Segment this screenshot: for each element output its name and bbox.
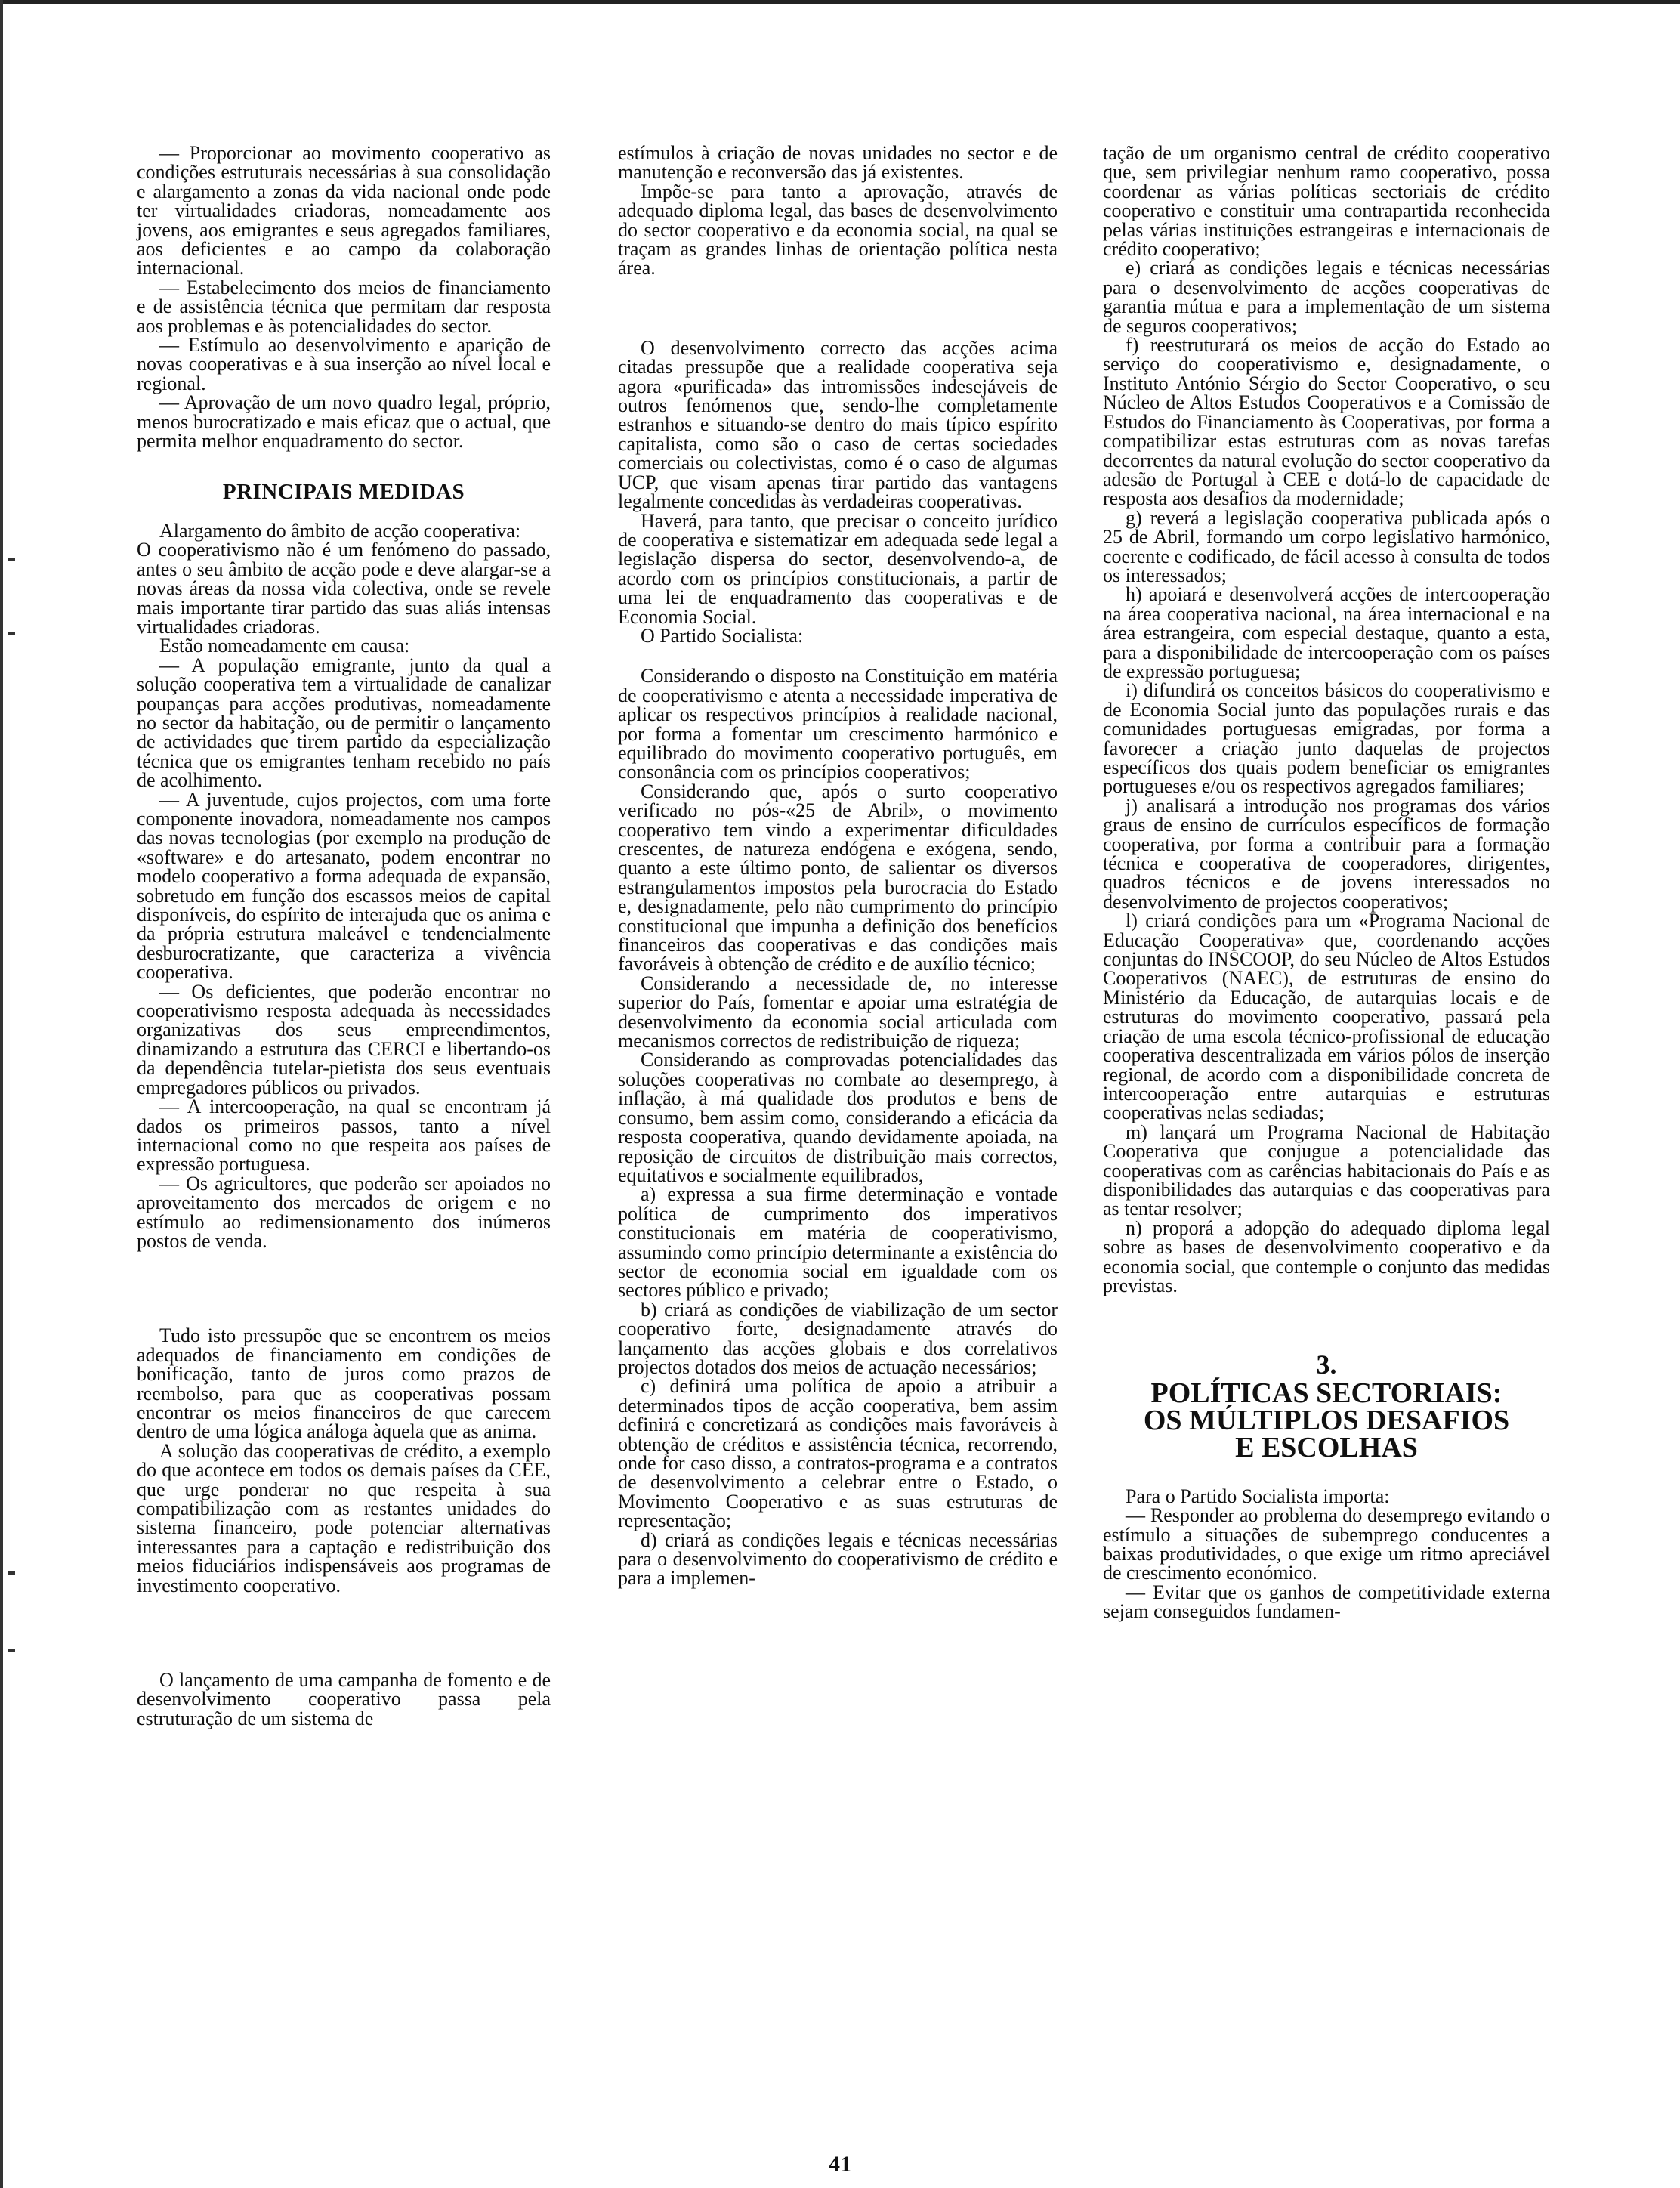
paragraph: d) criará as condições legais e técnicas necessárias para o desenvolvimento do cooperativismo de crédito e para a implemen-: [618, 1528, 1058, 1590]
section-title-line: OS MÚLTIPLOS DESAFIOS: [1143, 1404, 1510, 1436]
paragraph: — Os deficientes, que poderão encontrar no cooperativismo resposta adequada às necessidades organizativas dos seus empreendimentos, dinamizando a estrutura das CERCI e libertando-os da dependência tutelar-pietista dos seus eventuais empregadores públicos ou privados.: [137, 980, 551, 1099]
paragraph: — Evitar que os ganhos de competitividade externa sejam conseguidos fundamen-: [1103, 1581, 1550, 1623]
paragraph: — Responder ao problema do desemprego evitando o estímulo a situações de subemprego conducentes a baixas produtividades, o que exige um ritmo apreciável de crescimento económico.: [1103, 1504, 1550, 1584]
paragraph: m) lançará um Programa Nacional de Habitação Cooperativa que conjugue a potencialidade das cooperativas com as carências habitacionais do País e as disponibilidades das autarquias e das cooperativas para as tentar resolver;: [1103, 1120, 1550, 1220]
paragraph: O cooperativismo não é um fenómeno do passado, antes o seu âmbito de acção pode e deve alargar-se a novas áreas da nossa vida colectiva, onde se revele mais importante tirar partido das suas aliás intensas virtualidades criadoras.: [137, 539, 551, 638]
paragraph: Considerando a necessidade de, no interesse superior do País, fomentar e apoiar uma estratégia de desenvolvimento da economia social articulada com mecanismos correctos de redistribuição de riqueza;: [618, 972, 1058, 1052]
paragraph: l) criará condições para um «Programa Nacional de Educação Cooperativa» que, coordenando acções conjuntas do INSCOOP, do seu Núcleo de Altos Estudos Cooperativos (NAEC), de estruturas de ensino do Ministério da Educação, de autarquias locais e de estruturas do movimento cooperativo, passará pela criação de uma escola técnico-profissional de educação cooperativa descentralizada em vários pólos de inserção regional, de acordo com a disponibilidade concreta de intercooperação entre autarquias e estruturas cooperativas nelas sediadas;: [1103, 910, 1550, 1124]
paragraph: a) expressa a sua firme determinação e vontade política de cumprimento dos imperativos constitucionais em matéria de cooperativismo, assumindo como princípio determinante a existência do sector de economia social em igualdade com os sectores público e privado;: [618, 1183, 1058, 1302]
paragraph: i) difundirá os conceitos básicos do cooperativismo e de Economia Social junto das populações rurais e das comunidades portuguesas emigradas, por forma a favorecer a criação junto daquelas de projectos específicos dos quais podem beneficiar os emigrantes portugueses e/ou os respectivos agregados familiares;: [1103, 679, 1550, 798]
paragraph: f) reestruturará os meios de acção do Estado ao serviço do cooperativismo e, designadamente, o Instituto António Sérgio do Sector Cooperativo, o seu Núcleo de Altos Estudos Cooperativos e a Comissão de Estudos do Financiamento às Cooperativas, por forma a compatibilizar estas estruturas com as novas tarefas decorrentes da natural evolução do sector cooperativo da adesão de Portugal à CEE e dotá-lo de capacidade de resposta aos desafios da modernidade;: [1103, 334, 1550, 510]
paragraph: — Estabelecimento dos meios de financiamento e de assistência técnica que permitam dar resposta aos problemas e às potencialidades do sector.: [137, 276, 551, 337]
paragraph: Considerando o disposto na Constituição em matéria de cooperativismo e atenta a necessidade imperativa de aplicar os respectivos princípios à realidade nacional, por forma a fomentar um crescimento harmónico e equilibrado do movimento cooperativo português, em consonância com os princípios cooperativos;: [618, 665, 1058, 783]
paragraph: A solução das cooperativas de crédito, a exemplo do que acontece em todos os demais países da CEE, que urge ponderar no que respeita à sua compatibilização com as restantes unidades do sistema financeiro, pode potenciar alternativas interessantes para a captação e redistribuição dos meios fiduciários indispensáveis aos programas de investimento cooperativo.: [137, 1439, 551, 1596]
paragraph: — Proporcionar ao movimento cooperativo as condições estruturais necessárias à sua consolidação e alargamento a zonas da vida nacional onde pode ter virtualidades criadoras, nomeadamente aos jovens, aos emigrantes e seus agregados familiares, aos deficientes e ao campo da colaboração internacional.: [137, 142, 551, 280]
section-title-line: POLÍTICAS SECTORIAIS:: [1150, 1377, 1502, 1409]
column-1: [137, 144, 551, 1728]
section-title-line: E ESCOLHAS: [1235, 1431, 1418, 1463]
paragraph: — A juventude, cujos projectos, com uma forte componente inovadora, nomeadamente nos campos das novas tecnologias (por exemplo na produção de «software» e do artesanato, podem encontrar no modelo cooperativo a forma adequada de expansão, sobretudo em função dos escassos meios de capital disponíveis, do espírito de interajuda que os anima e da própria estrutura maleável e tendencialmente desburocratizante, que caracteriza a vivência cooperativa.: [137, 788, 551, 984]
paragraph: Haverá, para tanto, que precisar o conceito jurídico de cooperativa e sistematizar em adequada sede legal a legislação dispersa do sector, desenvolvendo-a, de acordo com os princípios constitucionais, a partir de uma lei de enquadramento das cooperativas e de Economia Social.: [618, 509, 1058, 628]
paragraph: O Partido Socialista:: [641, 624, 804, 647]
paragraph: — Aprovação de um novo quadro legal, próprio, menos burocratizado e mais eficaz que o actual, que permita melhor enquadramento do sector.: [137, 391, 551, 453]
paragraph: — Os agricultores, que poderão ser apoiados no aproveitamento dos mercados de origem e no estímulo ao redimensionamento dos inúmeros postos de venda.: [137, 1172, 551, 1252]
page-number: 41: [829, 2152, 851, 2177]
paragraph: n) proporá a adopção do adequado diploma legal sobre as bases de desenvolvimento cooperativo e da economia social, que contemple o conjunto das medidas previstas.: [1103, 1216, 1550, 1296]
margin-mark: [8, 632, 15, 635]
paragraph: h) apoiará e desenvolverá acções de intercooperação na área cooperativa nacional, na área internacional e na área estrangeira, com especial destaque, quanto a esta, para a disponibilidade de intercooperação com os países de expressão portuguesa;: [1103, 583, 1550, 682]
paragraph: b) criará as condições de viabilização de um sector cooperativo forte, designadamente através do lançamento das acções globais e dos correlativos projectos dotados dos meios de actuação necessários;: [618, 1298, 1058, 1378]
paragraph: Tudo isto pressupõe que se encontrem os meios adequados de financiamento em condições de bonificação, tanto de juros como prazos de reembolso, para que as cooperativas possam encontrar os meios financeiros de que carecem dentro de uma lógica análoga àquela que as anima.: [137, 1324, 551, 1443]
paragraph: — A intercooperação, na qual se encontram já dados os primeiros passos, tanto a nível internacional como no que respeita aos países de expressão portuguesa.: [137, 1096, 551, 1176]
paragraph: Considerando que, após o surto cooperativo verificado no pós-«25 de Abril», o movimento cooperativo tem vindo a experimentar dificuldades crescentes, de natureza endógena e exógena, sendo, quanto a este último ponto, de salientar os diversos estrangulamentos impostos pela burocracia do Estado e, designadamente, pelo não cumprimento do princípio constitucional que impunha a definição dos benefícios financeiros das cooperativas e das condições mais favoráveis à obtenção de crédito e de auxílio técnico;: [618, 780, 1058, 975]
paragraph: Estão nomeadamente em causa:: [159, 635, 410, 657]
margin-mark: [8, 1571, 15, 1575]
paragraph: tação de um organismo central de crédito cooperativo que, sem privilegiar nenhum ramo cooperativo, possa coordenar as várias políticas sectoriais de crédito cooperativo e constituir uma contrapartida reconhecida pelas várias instituições estrangeiras e internacionais de crédito cooperativo;: [1103, 142, 1550, 261]
paragraph: c) definirá uma política de apoio a atribuir a determinados tipos de acção cooperativa, bem assim definirá e concretizará as condições mais favoráveis à obtenção de créditos e assistência técnica, recorrendo, onde for caso disso, a contratos-programa e a contratos de desenvolvimento a celebrar entre o Estado, o Movimento Cooperativo e as suas estruturas de representação;: [618, 1375, 1058, 1532]
column-3: [1103, 144, 1550, 1621]
paragraph: estímulos à criação de novas unidades no sector e de manutenção e reconversão das já existentes.: [618, 142, 1058, 184]
page-top-edge: [0, 0, 1680, 4]
section-heading: PRINCIPAIS MEDIDAS: [222, 479, 465, 504]
page-left-edge: [0, 0, 3, 2188]
paragraph: — Estímulo ao desenvolvimento e aparição de novas cooperativas e à sua inserção ao nível local e regional.: [137, 334, 551, 394]
margin-mark: [8, 558, 15, 561]
paragraph: Para o Partido Socialista importa:: [1126, 1485, 1390, 1507]
paragraph: g) reverá a legislação cooperativa publicada após o 25 de Abril, formando um corpo legislativo harmónico, coerente e codificado, de fácil acesso à consulta de todos os interessados;: [1103, 506, 1550, 586]
paragraph: — A população emigrante, junto da qual a solução cooperativa tem a virtualidade de canalizar poupanças para acções produtivas, nomeadamente no sector da habitação, ou de permitir o lançamento de actividades que tirem partido da especialização técnica que os emigrantes tenham recebido no país de acolhimento.: [137, 654, 551, 792]
margin-mark: [8, 1649, 15, 1652]
paragraph: e) criará as condições legais e técnicas necessárias para o desenvolvimento de acções cooperativas de garantia mútua e para a implementação de um sistema de seguros cooperativos;: [1103, 257, 1550, 337]
section-number: 3.: [1316, 1349, 1337, 1380]
paragraph: O desenvolvimento correcto das acções acima citadas pressupõe que a realidade cooperativa seja agora «purificada» das intromissões indesejáveis de outros fenómenos que, sendo-lhe completamente estranhos e situando-se dentro do mais típico espírito capitalista, como são o caso de certas sociedades comerciais ou colectivistas, como é o caso de algumas UCP, que visam apenas tirar partido das vantagens legalmente concedidas às verdadeiras cooperativas.: [618, 336, 1058, 513]
column-2: [618, 144, 1058, 1588]
paragraph: O lançamento de uma campanha de fomento e de desenvolvimento cooperativo passa pela estruturação de um sistema de: [137, 1669, 551, 1729]
paragraph: j) analisará a introdução nos programas dos vários graus de ensino de currículos específicos de formação cooperativa, por forma a contribuir para a formação técnica e cooperativa de cooperadores, dirigentes, quadros técnicos e de jovens interessados no desenvolvimento de projectos cooperativos;: [1103, 794, 1550, 913]
paragraph: Considerando as comprovadas potencialidades das soluções cooperativas no combate ao desemprego, à inflação, à má qualidade dos produtos e bens de consumo, bem assim como, considerando a eficácia da resposta cooperativa, quando devidamente apoiada, na reposição de circuitos de distribuição mais correctos, equitativos e socialmente equilibrados,: [618, 1049, 1058, 1186]
paragraph: Impõe-se para tanto a aprovação, através de adequado diploma legal, das bases de desenvolvimento do sector cooperativo e da economia social, na qual se traçam as grandes linhas de orientação política nesta área.: [618, 180, 1058, 280]
paragraph: Alargamento do âmbito de acção cooperativa:: [159, 519, 521, 542]
